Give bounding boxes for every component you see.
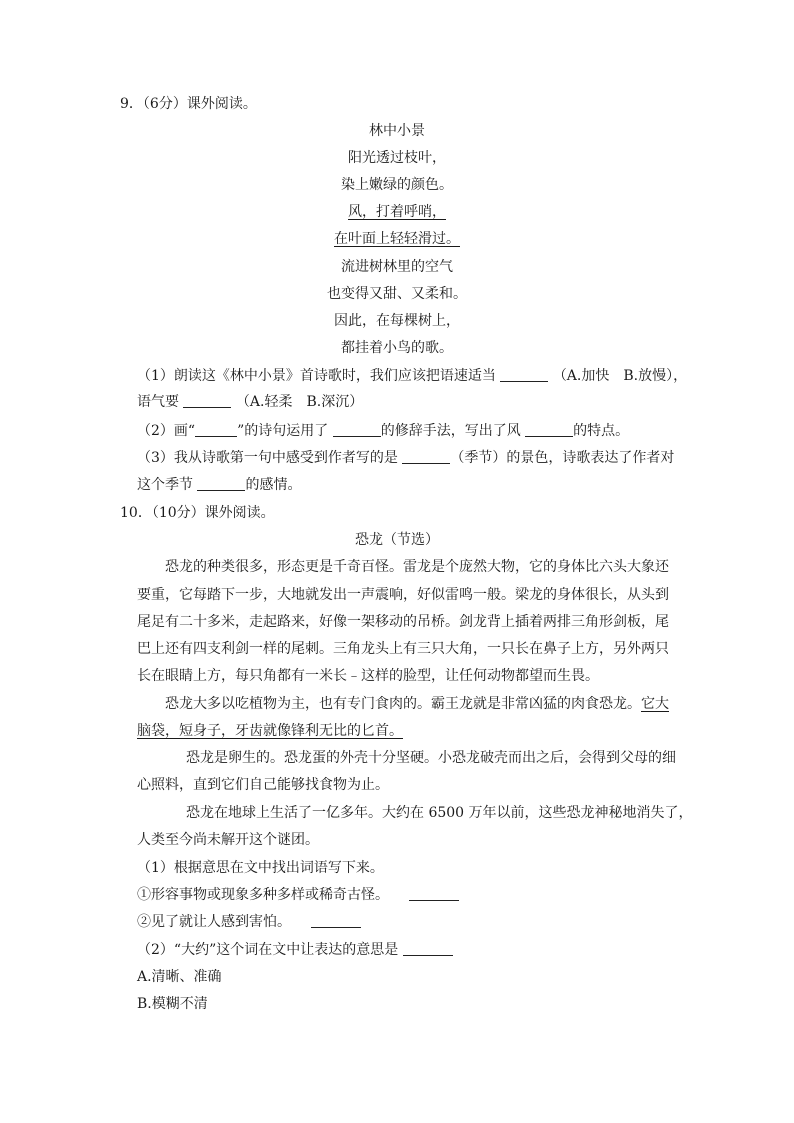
passage-line: 长在眼睛上方，每只角都有一米长﹣这样的脸型，让任何动物都望而生畏。 bbox=[137, 668, 599, 684]
q9-sub3-text: 这个季节 bbox=[137, 477, 193, 493]
passage-line: 人类至今尚未解开这个谜团。 bbox=[137, 832, 319, 848]
q10-sub1-item bbox=[137, 885, 459, 905]
poem-line-underlined bbox=[0, 202, 794, 222]
poem-line: 阳光透过枝叶， bbox=[348, 150, 446, 166]
q9-sub1-options: （A.轻柔 B.深沉） bbox=[235, 394, 364, 410]
option-a[interactable]: A.清晰、准确 bbox=[137, 969, 222, 985]
q9-sub1-text: 语气要 bbox=[137, 394, 179, 410]
answer-blank[interactable] bbox=[403, 941, 453, 956]
q9-sub2-text: ”的诗句运用了 bbox=[237, 423, 329, 439]
poem-line: 都挂着小鸟的歌。 bbox=[341, 340, 453, 356]
q9-sub2-text: 的特点。 bbox=[573, 423, 630, 439]
q10-sub1-item-text: ②见了就让人感到害怕。 bbox=[137, 914, 291, 930]
q9-sub2 bbox=[137, 421, 629, 441]
q9-sub3-text: 的感情。 bbox=[245, 477, 302, 493]
poem-line: 流进树林里的空气 bbox=[341, 259, 453, 275]
passage-line: 心照料，直到它们自己能够找食物为止。 bbox=[137, 777, 389, 793]
passage-line: 恐龙在地球上生活了一亿多年。大约在 6500 万年以前，这些恐龙神秘地消失了， bbox=[186, 805, 693, 821]
q9-heading: 9．（6分）课外阅读。 bbox=[120, 96, 257, 112]
poem-line-underlined bbox=[0, 229, 794, 249]
passage-text: 恐龙大多以吃植物为主，也有专门食肉的。霸王龙就是非常凶猛的肉食恐龙。 bbox=[165, 696, 641, 712]
option-b[interactable]: B.模糊不清 bbox=[137, 996, 208, 1012]
q9-sub1-text: （1）朗读这《林中小景》首诗歌时，我们应该把语速适当 bbox=[137, 368, 496, 384]
q9-sub1-line2 bbox=[137, 392, 363, 412]
answer-blank[interactable] bbox=[402, 449, 450, 464]
passage-line: 尾足有二十多米，走起路来，好像一架移动的吊桥。剑龙背上插着两排三角形剑板，尾 bbox=[137, 614, 669, 630]
passage-line bbox=[165, 694, 669, 714]
poem-line-text: 风，打着呼哨， bbox=[348, 204, 446, 220]
poem-title: 林中小景 bbox=[369, 123, 425, 139]
q10-sub1-item-text: ①形容事物或现象多种多样或稀奇古怪。 bbox=[137, 887, 389, 903]
answer-blank[interactable] bbox=[197, 476, 245, 491]
poem-line: 因此，在每棵树上， bbox=[334, 313, 460, 329]
q9-sub2-text: 的修辞手法，写出了风 bbox=[380, 423, 521, 439]
underlined-sentence: 脑袋，短身子，牙齿就像锋利无比的匕首。 bbox=[137, 723, 403, 739]
q10-sub1-item bbox=[137, 912, 361, 932]
answer-blank[interactable] bbox=[409, 886, 459, 901]
answer-blank[interactable] bbox=[183, 393, 231, 408]
q9-sub3-line1 bbox=[137, 448, 674, 468]
q9-sub3-line2 bbox=[137, 475, 301, 495]
q10-sub2-title bbox=[137, 940, 453, 960]
answer-blank[interactable] bbox=[525, 422, 573, 437]
answer-blank[interactable] bbox=[311, 913, 361, 928]
passage-line bbox=[137, 721, 403, 741]
q9-sub2-text: （2）画“ bbox=[137, 423, 196, 439]
q9-sub1-line1 bbox=[137, 366, 687, 386]
passage-title: 恐龙（节选） bbox=[355, 532, 439, 548]
poem-line-text: 在叶面上轻轻滑过。 bbox=[334, 231, 460, 247]
q9-sub3-text: （3）我从诗歌第一句中感受到作者写的是 bbox=[137, 450, 398, 466]
poem-line: 也变得又甜、又柔和。 bbox=[327, 286, 467, 302]
q10-sub2-text: （2）“大约”这个词在文中让表达的意思是 bbox=[137, 942, 399, 958]
passage-line: 要重，它每踏下一步，大地就发出一声震响，好似雷鸣一般。梁龙的身体很长，从头到 bbox=[137, 587, 669, 603]
underlined-sentence: 它大 bbox=[641, 696, 669, 712]
answer-blank[interactable] bbox=[333, 422, 381, 437]
q9-sub1-options: （A.加快 B.放慢）， bbox=[552, 368, 688, 384]
answer-blank[interactable] bbox=[500, 367, 548, 382]
q10-sub1-title: （1）根据意思在文中找出词语写下来。 bbox=[137, 860, 384, 876]
answer-blank[interactable] bbox=[195, 422, 237, 437]
poem-line: 染上嫩绿的颜色。 bbox=[341, 177, 453, 193]
passage-line: 恐龙是卵生的。恐龙蛋的外壳十分坚硬。小恐龙破壳而出之后，会得到父母的细 bbox=[186, 750, 676, 766]
q9-sub3-text: （季节）的景色，诗歌表达了作者对 bbox=[450, 450, 675, 466]
passage-line: 恐龙的种类很多，形态更是千奇百怪。雷龙是个庞然大物，它的身体比六头大象还 bbox=[165, 559, 669, 575]
passage-line: 巴上还有四支利剑一样的尾刺。三角龙头上有三只大角，一只长在鼻子上方，另外两只 bbox=[137, 641, 669, 657]
q10-heading: 10．（10分）课外阅读。 bbox=[120, 505, 275, 521]
